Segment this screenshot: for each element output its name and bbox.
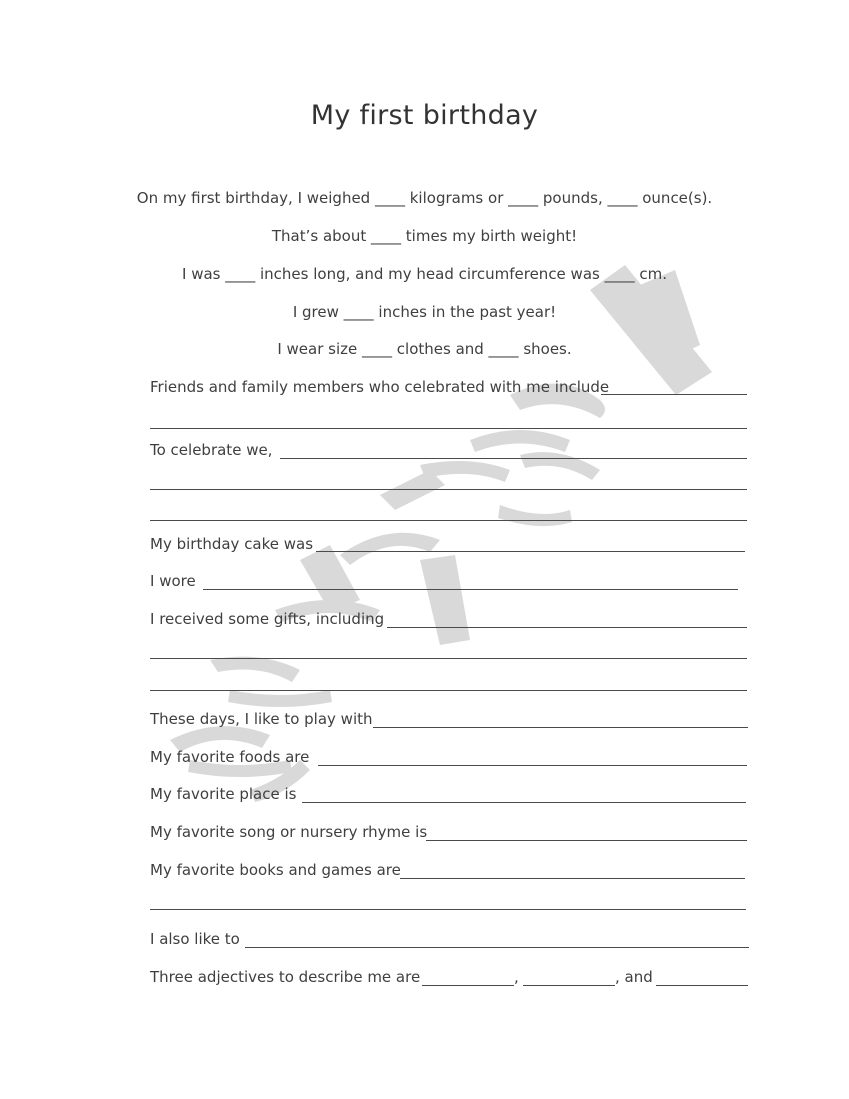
adjectives-prompt: Three adjectives to describe me are	[150, 968, 421, 986]
friends-answer-line[interactable]	[601, 394, 747, 395]
celebrate-answer-line-2[interactable]	[150, 489, 747, 490]
adjective-comma: ,	[514, 968, 519, 986]
also-prompt: I also like to	[150, 930, 240, 948]
weight-line: On my first birthday, I weighed ____ kilograms or ____ pounds, ____ ounce(s).	[136, 189, 713, 207]
also-answer-line[interactable]	[245, 947, 749, 948]
books-answer-line-2[interactable]	[150, 909, 746, 910]
friends-answer-line-2[interactable]	[150, 428, 747, 429]
gifts-answer-line-2[interactable]	[150, 658, 747, 659]
celebrate-prompt: To celebrate we,	[150, 441, 273, 459]
song-prompt: My favorite song or nursery rhyme is	[150, 823, 428, 841]
cake-prompt: My birthday cake was	[150, 535, 314, 553]
play-prompt: These days, I like to play with	[150, 710, 373, 728]
birth-weight-ratio-line: That’s about ____ times my birth weight!	[271, 227, 578, 245]
friends-prompt: Friends and family members who celebrated with me include	[150, 378, 610, 396]
place-answer-line[interactable]	[302, 802, 746, 803]
growth-line: I grew ____ inches in the past year!	[292, 303, 557, 321]
gifts-answer-line[interactable]	[387, 627, 747, 628]
adjective-1-line[interactable]	[422, 985, 514, 986]
cake-answer-line[interactable]	[316, 551, 745, 552]
size-line: I wear size ____ clothes and ____ shoes.	[277, 340, 572, 358]
play-answer-line[interactable]	[373, 727, 748, 728]
books-answer-line[interactable]	[400, 878, 745, 879]
gifts-prompt: I received some gifts, including	[150, 610, 385, 628]
books-prompt: My favorite books and games are	[150, 861, 401, 879]
adjective-comma-and: , and	[615, 968, 653, 986]
song-answer-line[interactable]	[426, 840, 747, 841]
wore-prompt: I wore	[150, 572, 196, 590]
wore-answer-line[interactable]	[203, 589, 738, 590]
foods-answer-line[interactable]	[318, 765, 747, 766]
adjective-3-line[interactable]	[656, 985, 748, 986]
celebrate-answer-line[interactable]	[280, 458, 747, 459]
foods-prompt: My favorite foods are	[150, 748, 310, 766]
page-title: My first birthday	[310, 100, 539, 131]
gifts-answer-line-3[interactable]	[150, 690, 747, 691]
celebrate-answer-line-3[interactable]	[150, 520, 747, 521]
length-line: I was ____ inches long, and my head circumference was ____ cm.	[182, 265, 667, 283]
adjective-2-line[interactable]	[523, 985, 615, 986]
place-prompt: My favorite place is	[150, 785, 297, 803]
